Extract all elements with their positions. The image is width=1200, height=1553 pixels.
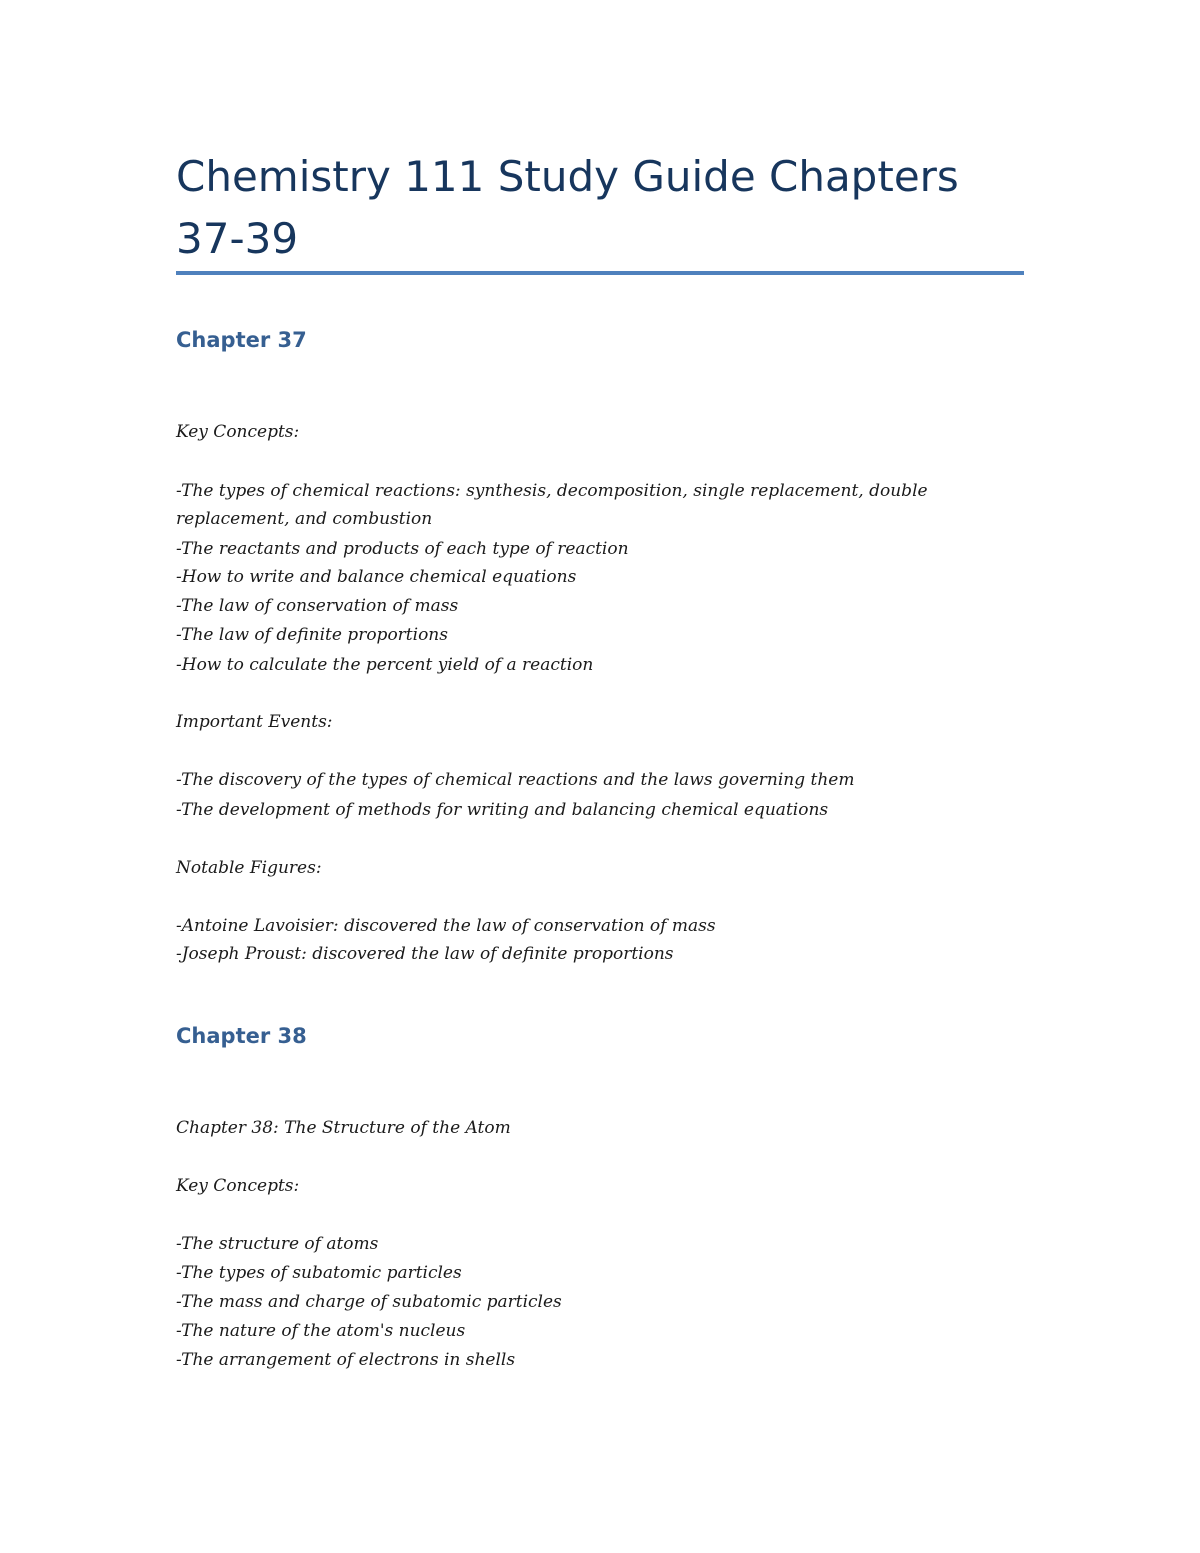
chapter-38-subtitle: Chapter 38: The Structure of the Atom <box>176 1118 511 1138</box>
chapter-37-key-concept: -The law of definite proportions <box>176 625 448 645</box>
chapter-38-key-concept: -The nature of the atom's nucleus <box>176 1321 466 1341</box>
chapter-38-heading: Chapter 38 <box>176 1024 307 1048</box>
chapter-37-key-concepts-label: Key Concepts: <box>176 422 300 442</box>
chapter-37-key-concept: replacement, and combustion <box>176 509 433 529</box>
chapter-37-heading: Chapter 37 <box>176 328 307 352</box>
document-title: Chemistry 111 Study Guide Chapters 37-39 <box>176 152 959 263</box>
chapter-37-key-concept: -The types of chemical reactions: synthesis, decomposition, single replacement, double <box>176 481 928 501</box>
chapter-37-key-concept: -How to write and balance chemical equations <box>176 567 577 587</box>
chapter-37-key-concept: -How to calculate the percent yield of a reaction <box>176 655 594 675</box>
chapter-37-key-concept: -The reactants and products of each type of reaction <box>176 539 629 559</box>
chapter-37-figures-label: Notable Figures: <box>176 858 322 878</box>
chapter-37-key-concept: -The law of conservation of mass <box>176 596 459 616</box>
chapter-37-events-label: Important Events: <box>176 712 333 732</box>
chapter-38-key-concept: -The mass and charge of subatomic particles <box>176 1292 562 1312</box>
chapter-37-event: -The discovery of the types of chemical reactions and the laws governing them <box>176 770 855 790</box>
chapter-38-key-concept: -The arrangement of electrons in shells <box>176 1350 516 1370</box>
chapter-38-key-concept: -The structure of atoms <box>176 1234 379 1254</box>
chapter-37-figure: -Joseph Proust: discovered the law of definite proportions <box>176 944 674 964</box>
chapter-38-key-concepts-label: Key Concepts: <box>176 1176 300 1196</box>
chapter-37-figure: -Antoine Lavoisier: discovered the law of conservation of mass <box>176 916 716 936</box>
chapter-37-event: -The development of methods for writing and balancing chemical equations <box>176 800 829 820</box>
title-underline <box>176 271 1024 275</box>
chapter-38-key-concept: -The types of subatomic particles <box>176 1263 462 1283</box>
